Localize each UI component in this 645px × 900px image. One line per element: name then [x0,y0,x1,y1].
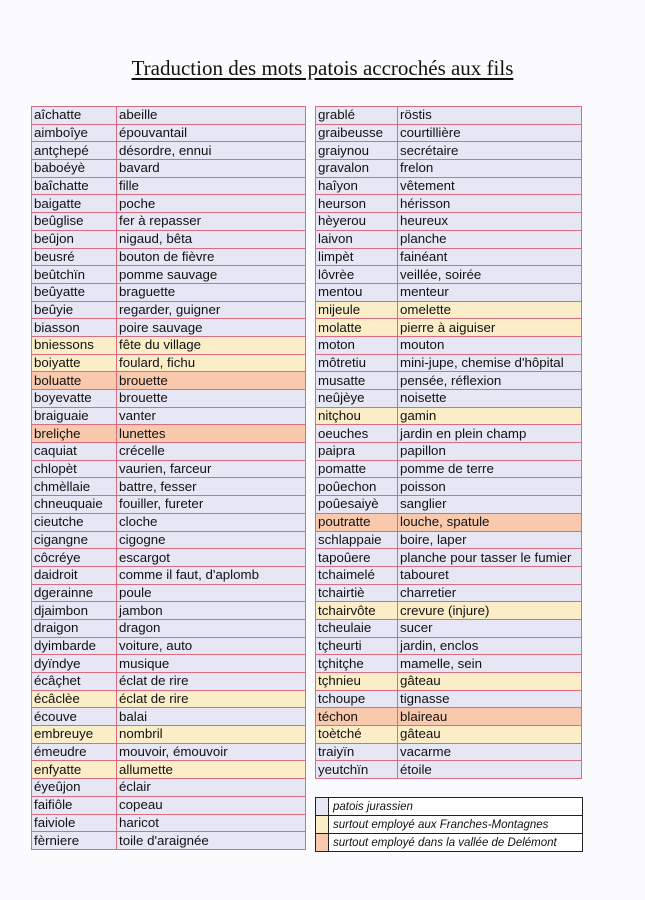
table-row [32,478,306,496]
patois-word: lôvrèe [316,266,398,284]
table-row [32,407,306,425]
french-translation: papillon [398,443,582,461]
patois-word: molatte [316,319,398,337]
table-row [316,690,582,708]
vocab-table-left [31,106,306,850]
french-translation: pierre à aiguiser [398,319,582,337]
french-translation: fainéant [398,248,582,266]
patois-word: caquiat [32,443,117,461]
french-translation: voiture, auto [117,637,306,655]
french-translation: musique [117,655,306,673]
french-translation: toile d'araignée [117,832,306,850]
table-row [316,531,582,549]
french-translation: fille [117,177,306,195]
patois-word: aîchatte [32,107,117,125]
french-translation: menteur [398,283,582,301]
french-translation: battre, fesser [117,478,306,496]
table-row [316,390,582,408]
patois-word: graibeusse [316,124,398,142]
patois-word: breliçhe [32,425,117,443]
french-translation: mouton [398,336,582,354]
french-translation: cigogne [117,531,306,549]
french-translation: poche [117,195,306,213]
patois-word: grablé [316,107,398,125]
table-row [316,761,582,779]
table-row [32,690,306,708]
french-translation: gâteau [398,726,582,744]
patois-word: cigangne [32,531,117,549]
french-translation: crevure (injure) [398,602,582,620]
table-row [32,248,306,266]
table-row [316,301,582,319]
table-row [316,195,582,213]
french-translation: röstis [398,107,582,125]
table-row [32,549,306,567]
patois-word: chmèllaie [32,478,117,496]
patois-word: moton [316,336,398,354]
french-translation: éclat de rire [117,673,306,691]
french-translation: secrétaire [398,142,582,160]
table-row [316,566,582,584]
patois-word: oeuches [316,425,398,443]
patois-word: braiguaie [32,407,117,425]
patois-word: haîyon [316,177,398,195]
patois-word: boiyatte [32,354,117,372]
french-translation: fête du village [117,336,306,354]
table-row [32,814,306,832]
patois-word: aimboîye [32,124,117,142]
patois-word: faiviole [32,814,117,832]
patois-word: tçhnieu [316,673,398,691]
patois-word: poûechon [316,478,398,496]
patois-word: baigatte [32,195,117,213]
patois-word: daidroit [32,566,117,584]
patois-word: beûjon [32,230,117,248]
table-row [32,142,306,160]
patois-word: chlopèt [32,460,117,478]
patois-word: baboéyè [32,160,117,178]
french-translation: sucer [398,619,582,637]
table-row [32,443,306,461]
table-row [316,372,582,390]
table-row [32,566,306,584]
color-legend [315,797,583,852]
table-row [316,142,582,160]
patois-word: môtretiu [316,354,398,372]
table-row [316,425,582,443]
patois-word: draigon [32,619,117,637]
patois-word: dgerainne [32,584,117,602]
patois-word: tchaimelé [316,566,398,584]
patois-word: émeudre [32,743,117,761]
french-translation: crécelle [117,443,306,461]
french-translation: jambon [117,602,306,620]
french-translation: blaireau [398,708,582,726]
table-row [32,673,306,691]
french-translation: veillée, soirée [398,266,582,284]
patois-word: schlappaie [316,531,398,549]
table-row [316,602,582,620]
table-row [316,443,582,461]
french-translation: fer à repasser [117,213,306,231]
table-row [32,726,306,744]
patois-word: côcréye [32,549,117,567]
french-translation: omelette [398,301,582,319]
table-row [32,460,306,478]
french-translation: vaurien, farceur [117,460,306,478]
patois-word: chneuquaie [32,496,117,514]
french-translation: braguette [117,283,306,301]
table-row [316,637,582,655]
table-row [32,319,306,337]
french-translation: comme il faut, d'aplomb [117,566,306,584]
table-row [316,266,582,284]
french-translation: pensée, réflexion [398,372,582,390]
table-row [316,513,582,531]
legend-label: surtout employé aux Franches-Montagnes [329,816,583,834]
table-row [316,124,582,142]
table-row [32,124,306,142]
legend-swatch [316,834,329,852]
french-translation: dragon [117,619,306,637]
vocab-table-right [315,106,582,779]
patois-word: écâçhet [32,673,117,691]
french-translation: lunettes [117,425,306,443]
patois-word: téchon [316,708,398,726]
french-translation: sanglier [398,496,582,514]
patois-word: éyeûjon [32,779,117,797]
table-row [316,248,582,266]
french-translation: étoile [398,761,582,779]
table-row [316,496,582,514]
table-row [32,743,306,761]
french-translation: charretier [398,584,582,602]
french-translation: planche pour tasser le fumier [398,549,582,567]
french-translation: noisette [398,390,582,408]
french-translation: abeille [117,107,306,125]
patois-word: beûyatte [32,283,117,301]
table-row [32,655,306,673]
patois-word: tchairtiè [316,584,398,602]
legend-swatch [316,798,329,816]
french-translation: éclat de rire [117,690,306,708]
french-translation: nigaud, bêta [117,230,306,248]
table-row [32,637,306,655]
french-translation: haricot [117,814,306,832]
french-translation: escargot [117,549,306,567]
french-translation: jardin, enclos [398,637,582,655]
patois-word: mijeule [316,301,398,319]
french-translation: louche, spatule [398,513,582,531]
patois-word: pomatte [316,460,398,478]
patois-word: laivon [316,230,398,248]
french-translation: frelon [398,160,582,178]
table-row [32,779,306,797]
patois-word: tapoûere [316,549,398,567]
patois-word: paipra [316,443,398,461]
french-translation: gamin [398,407,582,425]
table-row [316,230,582,248]
table-row [32,425,306,443]
legend-swatch [316,816,329,834]
french-translation: vacarme [398,743,582,761]
patois-word: baîchatte [32,177,117,195]
table-row [32,832,306,850]
patois-word: gravalon [316,160,398,178]
french-translation: gâteau [398,673,582,691]
french-translation: brouette [117,390,306,408]
patois-word: graiynou [316,142,398,160]
legend-label: surtout employé dans la vallée de Delémont [329,834,583,852]
french-translation: brouette [117,372,306,390]
french-translation: désordre, ennui [117,142,306,160]
patois-word: djaimbon [32,602,117,620]
patois-word: poûesaiyè [316,496,398,514]
patois-word: limpèt [316,248,398,266]
table-row [32,513,306,531]
french-translation: balai [117,708,306,726]
patois-word: beûglise [32,213,117,231]
table-row [316,673,582,691]
table-row [316,478,582,496]
patois-word: poutratte [316,513,398,531]
patois-word: neûjèye [316,390,398,408]
table-row [316,708,582,726]
table-row [32,390,306,408]
french-translation: nombril [117,726,306,744]
french-translation: poire sauvage [117,319,306,337]
table-row [32,708,306,726]
legend-row [316,798,583,816]
table-row [32,195,306,213]
french-translation: mini-jupe, chemise d'hôpital [398,354,582,372]
patois-word: musatte [316,372,398,390]
table-row [316,584,582,602]
table-row [32,283,306,301]
patois-word: biasson [32,319,117,337]
table-row [316,549,582,567]
legend-row [316,816,583,834]
legend-label: patois jurassien [329,798,583,816]
table-row [32,619,306,637]
table-row [316,655,582,673]
table-row [32,761,306,779]
patois-word: antçhepé [32,142,117,160]
legend-row [316,834,583,852]
table-row [32,354,306,372]
french-translation: pomme sauvage [117,266,306,284]
patois-word: toètché [316,726,398,744]
table-row [32,213,306,231]
table-row [32,372,306,390]
french-translation: poisson [398,478,582,496]
french-translation: pomme de terre [398,460,582,478]
table-row [316,354,582,372]
table-row [316,336,582,354]
french-translation: mamelle, sein [398,655,582,673]
patois-word: dyimbarde [32,637,117,655]
table-row [316,177,582,195]
french-translation: bavard [117,160,306,178]
patois-word: tchairvôte [316,602,398,620]
patois-word: yeutchïn [316,761,398,779]
patois-word: embreuye [32,726,117,744]
table-row [316,107,582,125]
french-translation: jardin en plein champ [398,425,582,443]
patois-word: traiyïn [316,743,398,761]
patois-word: enfyatte [32,761,117,779]
table-row [316,726,582,744]
table-row [316,619,582,637]
patois-word: boluatte [32,372,117,390]
patois-word: tçhitçhe [316,655,398,673]
french-translation: boire, laper [398,531,582,549]
patois-word: mentou [316,283,398,301]
table-row [32,531,306,549]
table-row [32,336,306,354]
table-row [316,319,582,337]
table-row [316,460,582,478]
patois-word: heurson [316,195,398,213]
table-row [316,407,582,425]
table-row [32,584,306,602]
french-translation: allumette [117,761,306,779]
patois-word: hèyerou [316,213,398,231]
patois-word: boyevatte [32,390,117,408]
french-translation: cloche [117,513,306,531]
table-row [32,160,306,178]
french-translation: tabouret [398,566,582,584]
patois-word: cieutche [32,513,117,531]
french-translation: mouvoir, émouvoir [117,743,306,761]
patois-word: écâclèe [32,690,117,708]
table-row [32,602,306,620]
french-translation: regarder, guigner [117,301,306,319]
patois-word: beûtchïn [32,266,117,284]
french-translation: tignasse [398,690,582,708]
french-translation: fouiller, fureter [117,496,306,514]
patois-word: faifiôle [32,796,117,814]
page-title: Traduction des mots patois accrochés aux fils [131,56,514,80]
french-translation: foulard, fichu [117,354,306,372]
table-row [32,266,306,284]
table-row [316,743,582,761]
table-row [316,213,582,231]
patois-word: beûyie [32,301,117,319]
patois-word: tchoupe [316,690,398,708]
patois-word: bniessons [32,336,117,354]
patois-word: écouve [32,708,117,726]
table-row [316,283,582,301]
french-translation: épouvantail [117,124,306,142]
patois-word: fèrniere [32,832,117,850]
french-translation: hérisson [398,195,582,213]
patois-word: beusré [32,248,117,266]
french-translation: poule [117,584,306,602]
french-translation: éclair [117,779,306,797]
table-row [32,230,306,248]
french-translation: vanter [117,407,306,425]
table-row [32,496,306,514]
patois-word: tçheurti [316,637,398,655]
patois-word: dyïndye [32,655,117,673]
french-translation: courtillière [398,124,582,142]
french-translation: bouton de fièvre [117,248,306,266]
french-translation: heureux [398,213,582,231]
table-row [316,160,582,178]
french-translation: copeau [117,796,306,814]
table-row [32,796,306,814]
french-translation: vêtement [398,177,582,195]
patois-word: tcheulaie [316,619,398,637]
table-row [32,301,306,319]
patois-word: nitçhou [316,407,398,425]
french-translation: planche [398,230,582,248]
table-row [32,177,306,195]
table-row [32,107,306,125]
